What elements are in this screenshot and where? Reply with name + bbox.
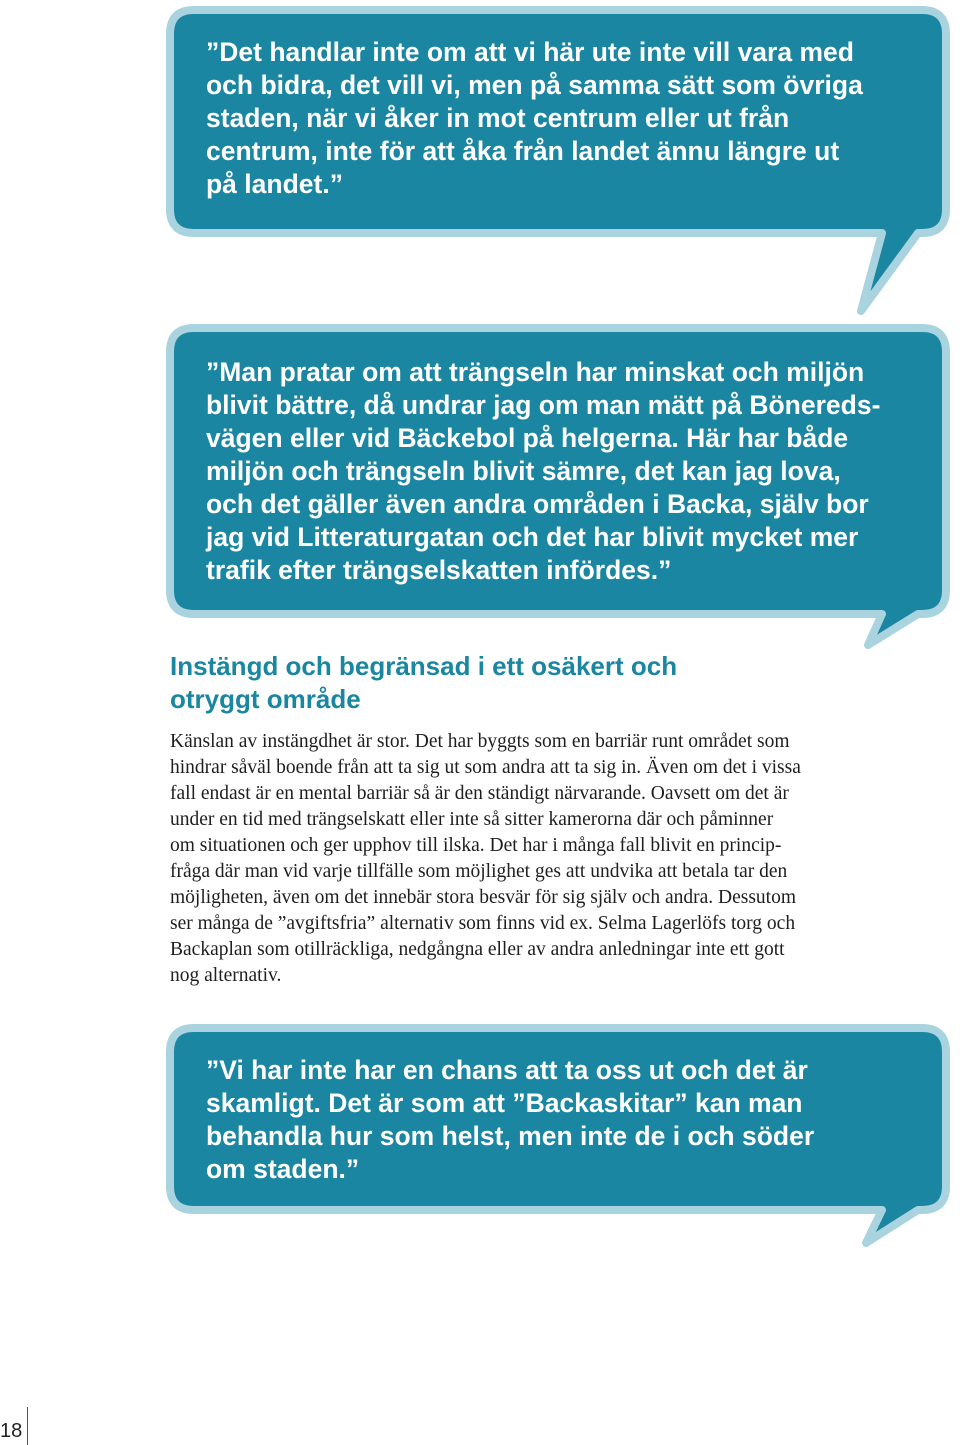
section-heading: Instängd och begränsad i ett osäkert och otryggt område (170, 651, 678, 714)
quote-text-1: ”Det handlar inte om att vi här ute inte vill vara med och bidra, det vill vi, men på samma sätt som övriga staden, när vi åker in mot centrum eller ut från centrum, inte för att åka från landet ännu längre ut på landet.” (206, 37, 863, 199)
quote-bubble-2 (166, 323, 956, 648)
quote-bubble-1 (166, 6, 956, 316)
quote-text-2: ”Man pratar om att trängseln har minskat och miljön blivit bättre, då undrar jag om man mätt på Bönereds- vägen eller vid Bäckebol på helgerna. Här har både miljön och trängseln blivit sämre, det kan jag lova, och det gäller även andra områden i Backa, själv bor jag vid Litteraturgatan och det har blivit mycket mer trafik efter trängselskatten infördes.” (206, 357, 881, 585)
quote-text-3: ”Vi har inte har en chans att ta oss ut och det är skamligt. Det är som att ”Backaskitar” kan man behandla hur som helst, men inte de i och söder om staden.” (206, 1055, 815, 1184)
page-number: 18 (0, 1420, 23, 1442)
section-body: Känslan av instängdhet är stor. Det har byggts som en barriär runt området som hindrar såväl boende från att ta sig ut som andra att ta sig in. Även om det i vissa fall endast är en mental barriär så är den ständigt närvarande. Oavsett om det är under en tid med trängselskatt eller inte så sitter kamerorna där och påminner om situationen och ger upphov till ilska. Det har i många fall blivit en princip- fråga där man vid varje tillfälle som möjlighet ges att undvika att betala tar den möjligheten, även om det innebär stora besvär för sig själv och andra. Dessutom ser många de ”avgiftsfria” alternativ som finns vid ex. Selma Lagerlöfs torg och Backaplan som otillräckliga, nedgångna eller av andra anledningar inte ett gott nog alternativ. (170, 731, 801, 986)
quote-bubble-3 (166, 1023, 956, 1248)
page-number-rule (27, 1407, 28, 1445)
